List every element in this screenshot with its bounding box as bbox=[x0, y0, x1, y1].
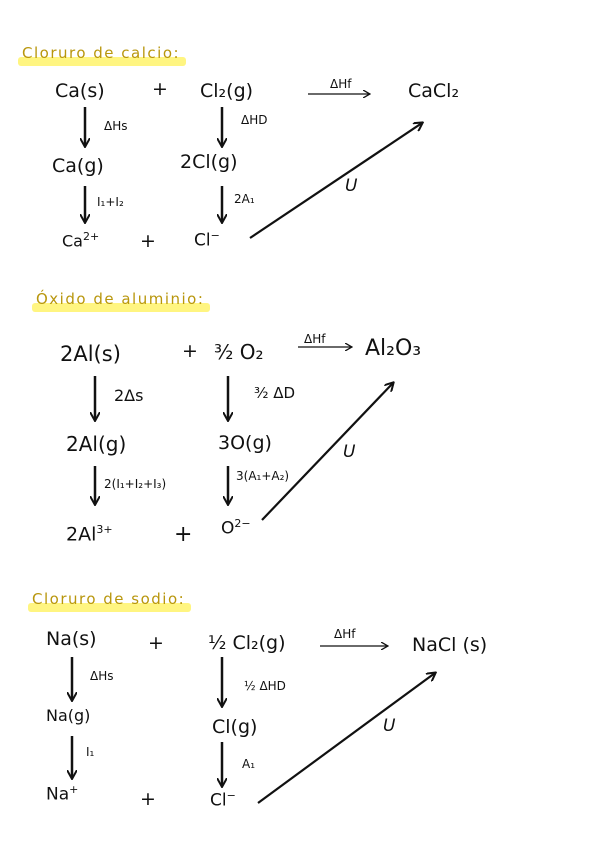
ion-plus-sign: + bbox=[140, 788, 156, 810]
dissociation-label: ½ ΔHD bbox=[244, 679, 286, 693]
reactant-nonmetal: ³⁄₂ O₂ bbox=[214, 340, 264, 364]
formation-enthalpy-label: ΔHf bbox=[334, 627, 356, 641]
cation: $Ca^{2+}$ bbox=[62, 230, 100, 251]
cation: Na+ bbox=[46, 783, 79, 805]
product: NaCl (s) bbox=[412, 634, 488, 656]
gaseous-metal: 2Al(g) bbox=[66, 432, 127, 456]
reactant-metal: 2Al(s) bbox=[60, 342, 121, 366]
lattice-arrow-2 bbox=[262, 383, 393, 520]
ionization-label: I₁ bbox=[86, 745, 95, 759]
section-title: Óxido de aluminio: bbox=[36, 290, 210, 310]
gaseous-atoms: 3O(g) bbox=[218, 432, 272, 454]
product: Al₂O₃ bbox=[365, 336, 422, 361]
gaseous-atoms: 2Cl(g) bbox=[180, 151, 238, 173]
lattice-energy-label: U bbox=[343, 442, 356, 462]
gaseous-atoms: Cl(g) bbox=[212, 716, 258, 738]
ion-plus-sign: + bbox=[140, 230, 156, 252]
product: CaCl₂ bbox=[408, 80, 460, 102]
gaseous-metal: Na(g) bbox=[46, 706, 91, 725]
electron-affinity-label: A₁ bbox=[242, 757, 256, 771]
ion-plus-sign: + bbox=[174, 522, 193, 547]
lattice-arrow-1 bbox=[250, 123, 422, 238]
gaseous-metal: Ca(g) bbox=[52, 155, 104, 177]
anion: Cl− bbox=[210, 789, 236, 811]
formation-enthalpy-label: ΔHf bbox=[304, 332, 326, 346]
sublimation-label: ΔHs bbox=[90, 669, 114, 683]
lattice-energy-label: U bbox=[345, 176, 358, 196]
dissociation-label: ΔHD bbox=[241, 113, 268, 127]
reactant-nonmetal: ½ Cl₂(g) bbox=[208, 632, 286, 654]
anion: Cl− bbox=[194, 229, 220, 251]
reactant-nonmetal: Cl₂(g) bbox=[200, 80, 254, 102]
ionization-label: 2(I₁+I₂+I₃) bbox=[104, 477, 167, 491]
reactant-metal: Ca(s) bbox=[55, 80, 105, 102]
plus-sign: + bbox=[148, 632, 164, 654]
electron-affinity-label: 2A₁ bbox=[234, 192, 255, 206]
section-title: Cloruro de calcio: bbox=[22, 44, 186, 64]
plus-sign: + bbox=[182, 340, 198, 362]
plus-sign: + bbox=[152, 78, 168, 100]
anion: $O^{2-}$ bbox=[221, 517, 251, 539]
sublimation-label: ΔHs bbox=[104, 119, 128, 133]
ionization-label: I₁+I₂ bbox=[97, 195, 124, 209]
section-title: Cloruro de sodio: bbox=[32, 590, 191, 610]
electron-affinity-label: 3(A₁+A₂) bbox=[236, 469, 290, 483]
sublimation-label: 2Δs bbox=[114, 386, 144, 405]
lattice-energy-label: U bbox=[383, 716, 396, 736]
cation: $2Al^{3+}$ bbox=[66, 523, 113, 546]
dissociation-label: ³⁄₂ ΔD bbox=[254, 384, 296, 402]
reactant-metal: Na(s) bbox=[46, 628, 97, 650]
formation-enthalpy-label: ΔHf bbox=[330, 77, 352, 91]
